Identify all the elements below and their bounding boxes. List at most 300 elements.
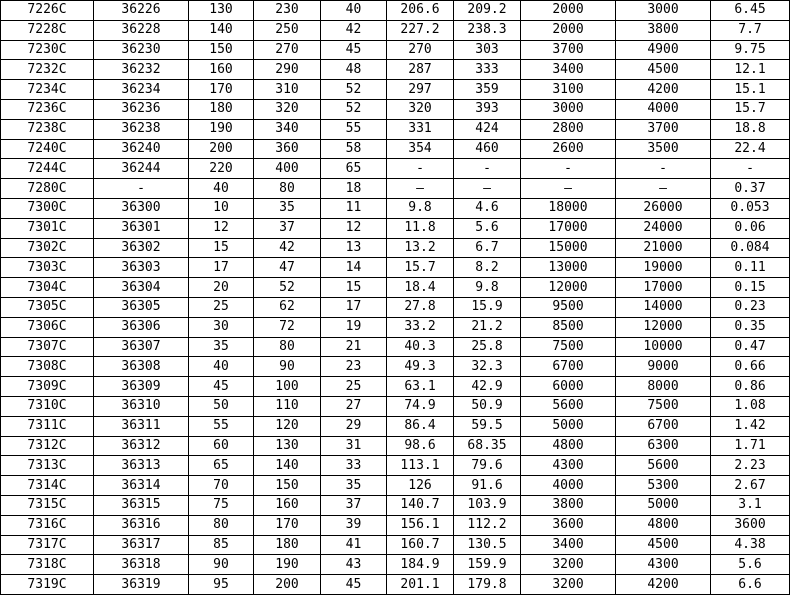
table-row	[1, 317, 790, 337]
old-model-cell: 36309	[94, 377, 189, 397]
outer-diameter-cell: 320	[254, 99, 321, 119]
old-model-cell: 36302	[94, 238, 189, 258]
model-cell: 7316C	[1, 515, 94, 535]
outer-diameter-cell: 180	[254, 535, 321, 555]
table-row	[1, 456, 790, 476]
oil-speed-cell: 3800	[616, 20, 711, 40]
static-load-cell: 159.9	[454, 555, 521, 575]
dynamic-load-cell: 140.7	[387, 495, 454, 515]
table-row	[1, 278, 790, 298]
static-load-cell: 8.2	[454, 258, 521, 278]
table-row	[1, 159, 790, 179]
table-body	[1, 1, 790, 595]
outer-diameter-cell: 62	[254, 297, 321, 317]
outer-diameter-cell: 200	[254, 575, 321, 595]
model-cell: 7240C	[1, 139, 94, 159]
outer-diameter-cell: 90	[254, 357, 321, 377]
model-cell: 7226C	[1, 1, 94, 21]
oil-speed-cell: 5300	[616, 476, 711, 496]
outer-diameter-cell: 72	[254, 317, 321, 337]
grease-speed-cell: 6700	[521, 357, 616, 377]
dynamic-load-cell: -	[387, 159, 454, 179]
model-cell: 7317C	[1, 535, 94, 555]
width-cell: 33	[321, 456, 387, 476]
oil-speed-cell: 26000	[616, 198, 711, 218]
static-load-cell: 179.8	[454, 575, 521, 595]
model-cell: 7232C	[1, 60, 94, 80]
table-row	[1, 357, 790, 377]
table-row	[1, 495, 790, 515]
static-load-cell: 9.8	[454, 278, 521, 298]
weight-cell: -	[711, 159, 790, 179]
grease-speed-cell: 3800	[521, 495, 616, 515]
width-cell: 40	[321, 1, 387, 21]
table-row	[1, 99, 790, 119]
weight-cell: 7.7	[711, 20, 790, 40]
grease-speed-cell: 3200	[521, 555, 616, 575]
old-model-cell: 36311	[94, 416, 189, 436]
outer-diameter-cell: 360	[254, 139, 321, 159]
table-row	[1, 218, 790, 238]
static-load-cell: 15.9	[454, 297, 521, 317]
weight-cell: 1.08	[711, 396, 790, 416]
width-cell: 37	[321, 495, 387, 515]
oil-speed-cell: 21000	[616, 238, 711, 258]
width-cell: 27	[321, 396, 387, 416]
bore-cell: 95	[189, 575, 254, 595]
table-row	[1, 40, 790, 60]
old-model-cell: 36236	[94, 99, 189, 119]
bore-cell: 190	[189, 119, 254, 139]
weight-cell: 4.38	[711, 535, 790, 555]
dynamic-load-cell: 354	[387, 139, 454, 159]
bore-cell: 130	[189, 1, 254, 21]
table-row	[1, 179, 790, 199]
width-cell: 42	[321, 20, 387, 40]
static-load-cell: 79.6	[454, 456, 521, 476]
width-cell: 17	[321, 297, 387, 317]
weight-cell: 0.23	[711, 297, 790, 317]
width-cell: 55	[321, 119, 387, 139]
bore-cell: 15	[189, 238, 254, 258]
oil-speed-cell: 5600	[616, 456, 711, 476]
old-model-cell: -	[94, 179, 189, 199]
bore-cell: 170	[189, 80, 254, 100]
oil-speed-cell: 4200	[616, 80, 711, 100]
dynamic-load-cell: 11.8	[387, 218, 454, 238]
width-cell: 18	[321, 179, 387, 199]
grease-speed-cell: 13000	[521, 258, 616, 278]
old-model-cell: 36234	[94, 80, 189, 100]
outer-diameter-cell: 160	[254, 495, 321, 515]
table-row	[1, 60, 790, 80]
model-cell: 7319C	[1, 575, 94, 595]
outer-diameter-cell: 290	[254, 60, 321, 80]
model-cell: 7305C	[1, 297, 94, 317]
outer-diameter-cell: 230	[254, 1, 321, 21]
old-model-cell: 36238	[94, 119, 189, 139]
old-model-cell: 36240	[94, 139, 189, 159]
weight-cell: 0.11	[711, 258, 790, 278]
grease-speed-cell: 3200	[521, 575, 616, 595]
dynamic-load-cell: 18.4	[387, 278, 454, 298]
width-cell: 65	[321, 159, 387, 179]
outer-diameter-cell: 42	[254, 238, 321, 258]
dynamic-load-cell: —	[387, 179, 454, 199]
old-model-cell: 36312	[94, 436, 189, 456]
grease-speed-cell: 18000	[521, 198, 616, 218]
table-row	[1, 139, 790, 159]
width-cell: 15	[321, 278, 387, 298]
old-model-cell: 36313	[94, 456, 189, 476]
grease-speed-cell: —	[521, 179, 616, 199]
old-model-cell: 36304	[94, 278, 189, 298]
static-load-cell: 21.2	[454, 317, 521, 337]
table-row	[1, 198, 790, 218]
weight-cell: 2.23	[711, 456, 790, 476]
old-model-cell: 36317	[94, 535, 189, 555]
model-cell: 7318C	[1, 555, 94, 575]
bore-cell: 12	[189, 218, 254, 238]
static-load-cell: 68.35	[454, 436, 521, 456]
width-cell: 45	[321, 40, 387, 60]
oil-speed-cell: 6300	[616, 436, 711, 456]
bore-cell: 70	[189, 476, 254, 496]
grease-speed-cell: 3600	[521, 515, 616, 535]
weight-cell: 2.67	[711, 476, 790, 496]
width-cell: 41	[321, 535, 387, 555]
grease-speed-cell: 3000	[521, 99, 616, 119]
bore-cell: 35	[189, 337, 254, 357]
dynamic-load-cell: 13.2	[387, 238, 454, 258]
width-cell: 23	[321, 357, 387, 377]
weight-cell: 0.084	[711, 238, 790, 258]
outer-diameter-cell: 270	[254, 40, 321, 60]
bore-cell: 75	[189, 495, 254, 515]
oil-speed-cell: 7500	[616, 396, 711, 416]
bore-cell: 140	[189, 20, 254, 40]
dynamic-load-cell: 184.9	[387, 555, 454, 575]
table-row	[1, 535, 790, 555]
width-cell: 58	[321, 139, 387, 159]
old-model-cell: 36319	[94, 575, 189, 595]
model-cell: 7313C	[1, 456, 94, 476]
old-model-cell: 36230	[94, 40, 189, 60]
oil-speed-cell: 17000	[616, 278, 711, 298]
model-cell: 7301C	[1, 218, 94, 238]
outer-diameter-cell: 340	[254, 119, 321, 139]
static-load-cell: 130.5	[454, 535, 521, 555]
width-cell: 11	[321, 198, 387, 218]
grease-speed-cell: 9500	[521, 297, 616, 317]
width-cell: 31	[321, 436, 387, 456]
weight-cell: 3.1	[711, 495, 790, 515]
weight-cell: 18.8	[711, 119, 790, 139]
old-model-cell: 36316	[94, 515, 189, 535]
table-row	[1, 258, 790, 278]
static-load-cell: 25.8	[454, 337, 521, 357]
table-row	[1, 555, 790, 575]
width-cell: 21	[321, 337, 387, 357]
old-model-cell: 36308	[94, 357, 189, 377]
old-model-cell: 36314	[94, 476, 189, 496]
outer-diameter-cell: 250	[254, 20, 321, 40]
static-load-cell: 6.7	[454, 238, 521, 258]
weight-cell: 0.06	[711, 218, 790, 238]
dynamic-load-cell: 63.1	[387, 377, 454, 397]
old-model-cell: 36244	[94, 159, 189, 179]
grease-speed-cell: 5000	[521, 416, 616, 436]
table-row	[1, 436, 790, 456]
oil-speed-cell: 12000	[616, 317, 711, 337]
old-model-cell: 36303	[94, 258, 189, 278]
oil-speed-cell: 3000	[616, 1, 711, 21]
dynamic-load-cell: 15.7	[387, 258, 454, 278]
outer-diameter-cell: 190	[254, 555, 321, 575]
dynamic-load-cell: 227.2	[387, 20, 454, 40]
dynamic-load-cell: 49.3	[387, 357, 454, 377]
width-cell: 52	[321, 80, 387, 100]
dynamic-load-cell: 270	[387, 40, 454, 60]
static-load-cell: 460	[454, 139, 521, 159]
old-model-cell: 36226	[94, 1, 189, 21]
model-cell: 7244C	[1, 159, 94, 179]
weight-cell: 0.15	[711, 278, 790, 298]
weight-cell: 0.66	[711, 357, 790, 377]
dynamic-load-cell: 156.1	[387, 515, 454, 535]
bore-cell: 90	[189, 555, 254, 575]
old-model-cell: 36315	[94, 495, 189, 515]
static-load-cell: 209.2	[454, 1, 521, 21]
outer-diameter-cell: 150	[254, 476, 321, 496]
weight-cell: 0.86	[711, 377, 790, 397]
table-row	[1, 119, 790, 139]
oil-speed-cell: 10000	[616, 337, 711, 357]
oil-speed-cell: 4500	[616, 535, 711, 555]
outer-diameter-cell: 52	[254, 278, 321, 298]
grease-speed-cell: 3100	[521, 80, 616, 100]
oil-speed-cell: 6700	[616, 416, 711, 436]
table-row	[1, 238, 790, 258]
weight-cell: 9.75	[711, 40, 790, 60]
oil-speed-cell: 5000	[616, 495, 711, 515]
static-load-cell: 59.5	[454, 416, 521, 436]
model-cell: 7300C	[1, 198, 94, 218]
outer-diameter-cell: 110	[254, 396, 321, 416]
old-model-cell: 36306	[94, 317, 189, 337]
grease-speed-cell: 3400	[521, 60, 616, 80]
old-model-cell: 36305	[94, 297, 189, 317]
weight-cell: 3600	[711, 515, 790, 535]
old-model-cell: 36232	[94, 60, 189, 80]
dynamic-load-cell: 206.6	[387, 1, 454, 21]
table-row	[1, 80, 790, 100]
outer-diameter-cell: 80	[254, 337, 321, 357]
weight-cell: 15.7	[711, 99, 790, 119]
bore-cell: 40	[189, 357, 254, 377]
old-model-cell: 36300	[94, 198, 189, 218]
old-model-cell: 36318	[94, 555, 189, 575]
model-cell: 7302C	[1, 238, 94, 258]
grease-speed-cell: 4800	[521, 436, 616, 456]
bore-cell: 160	[189, 60, 254, 80]
bore-cell: 55	[189, 416, 254, 436]
outer-diameter-cell: 400	[254, 159, 321, 179]
dynamic-load-cell: 9.8	[387, 198, 454, 218]
oil-speed-cell: 4800	[616, 515, 711, 535]
bore-cell: 45	[189, 377, 254, 397]
model-cell: 7306C	[1, 317, 94, 337]
outer-diameter-cell: 80	[254, 179, 321, 199]
width-cell: 19	[321, 317, 387, 337]
table-row	[1, 20, 790, 40]
model-cell: 7315C	[1, 495, 94, 515]
outer-diameter-cell: 310	[254, 80, 321, 100]
old-model-cell: 36301	[94, 218, 189, 238]
table-row	[1, 337, 790, 357]
model-cell: 7311C	[1, 416, 94, 436]
static-load-cell: 5.6	[454, 218, 521, 238]
static-load-cell: 393	[454, 99, 521, 119]
model-cell: 7308C	[1, 357, 94, 377]
model-cell: 7234C	[1, 80, 94, 100]
old-model-cell: 36228	[94, 20, 189, 40]
outer-diameter-cell: 170	[254, 515, 321, 535]
width-cell: 29	[321, 416, 387, 436]
table-row	[1, 377, 790, 397]
bore-cell: 85	[189, 535, 254, 555]
static-load-cell: 103.9	[454, 495, 521, 515]
width-cell: 12	[321, 218, 387, 238]
bore-cell: 180	[189, 99, 254, 119]
model-cell: 7307C	[1, 337, 94, 357]
model-cell: 7314C	[1, 476, 94, 496]
old-model-cell: 36310	[94, 396, 189, 416]
bore-cell: 220	[189, 159, 254, 179]
dynamic-load-cell: 126	[387, 476, 454, 496]
dynamic-load-cell: 33.2	[387, 317, 454, 337]
oil-speed-cell: -	[616, 159, 711, 179]
oil-speed-cell: 4300	[616, 555, 711, 575]
oil-speed-cell: 3700	[616, 119, 711, 139]
static-load-cell: 42.9	[454, 377, 521, 397]
grease-speed-cell: 6000	[521, 377, 616, 397]
width-cell: 52	[321, 99, 387, 119]
model-cell: 7280C	[1, 179, 94, 199]
static-load-cell: -	[454, 159, 521, 179]
bore-cell: 20	[189, 278, 254, 298]
weight-cell: 0.47	[711, 337, 790, 357]
bore-cell: 17	[189, 258, 254, 278]
grease-speed-cell: 17000	[521, 218, 616, 238]
model-cell: 7238C	[1, 119, 94, 139]
outer-diameter-cell: 37	[254, 218, 321, 238]
oil-speed-cell: 8000	[616, 377, 711, 397]
width-cell: 25	[321, 377, 387, 397]
bore-cell: 80	[189, 515, 254, 535]
oil-speed-cell: 24000	[616, 218, 711, 238]
table-row	[1, 575, 790, 595]
grease-speed-cell: 5600	[521, 396, 616, 416]
weight-cell: 15.1	[711, 80, 790, 100]
static-load-cell: 50.9	[454, 396, 521, 416]
dynamic-load-cell: 113.1	[387, 456, 454, 476]
grease-speed-cell: 2000	[521, 20, 616, 40]
weight-cell: 0.37	[711, 179, 790, 199]
outer-diameter-cell: 130	[254, 436, 321, 456]
bore-cell: 65	[189, 456, 254, 476]
model-cell: 7236C	[1, 99, 94, 119]
oil-speed-cell: 19000	[616, 258, 711, 278]
grease-speed-cell: 4300	[521, 456, 616, 476]
dynamic-load-cell: 27.8	[387, 297, 454, 317]
weight-cell: 0.053	[711, 198, 790, 218]
oil-speed-cell: 3500	[616, 139, 711, 159]
dynamic-load-cell: 98.6	[387, 436, 454, 456]
weight-cell: 5.6	[711, 555, 790, 575]
static-load-cell: 238.3	[454, 20, 521, 40]
grease-speed-cell: 3400	[521, 535, 616, 555]
static-load-cell: 32.3	[454, 357, 521, 377]
table-row	[1, 416, 790, 436]
dynamic-load-cell: 320	[387, 99, 454, 119]
dynamic-load-cell: 201.1	[387, 575, 454, 595]
width-cell: 13	[321, 238, 387, 258]
dynamic-load-cell: 297	[387, 80, 454, 100]
table-row	[1, 297, 790, 317]
dynamic-load-cell: 331	[387, 119, 454, 139]
bore-cell: 50	[189, 396, 254, 416]
width-cell: 43	[321, 555, 387, 575]
oil-speed-cell: 4900	[616, 40, 711, 60]
oil-speed-cell: 9000	[616, 357, 711, 377]
static-load-cell: 359	[454, 80, 521, 100]
static-load-cell: 303	[454, 40, 521, 60]
grease-speed-cell: 2000	[521, 1, 616, 21]
dynamic-load-cell: 74.9	[387, 396, 454, 416]
oil-speed-cell: 4200	[616, 575, 711, 595]
table-row	[1, 396, 790, 416]
model-cell: 7312C	[1, 436, 94, 456]
weight-cell: 1.71	[711, 436, 790, 456]
outer-diameter-cell: 47	[254, 258, 321, 278]
weight-cell: 6.6	[711, 575, 790, 595]
table-row	[1, 515, 790, 535]
width-cell: 39	[321, 515, 387, 535]
oil-speed-cell: —	[616, 179, 711, 199]
grease-speed-cell: 15000	[521, 238, 616, 258]
width-cell: 14	[321, 258, 387, 278]
static-load-cell: 4.6	[454, 198, 521, 218]
table-row	[1, 1, 790, 21]
bore-cell: 30	[189, 317, 254, 337]
outer-diameter-cell: 120	[254, 416, 321, 436]
weight-cell: 0.35	[711, 317, 790, 337]
model-cell: 7309C	[1, 377, 94, 397]
model-cell: 7228C	[1, 20, 94, 40]
old-model-cell: 36307	[94, 337, 189, 357]
model-cell: 7303C	[1, 258, 94, 278]
bore-cell: 40	[189, 179, 254, 199]
grease-speed-cell: 8500	[521, 317, 616, 337]
grease-speed-cell: 7500	[521, 337, 616, 357]
static-load-cell: 112.2	[454, 515, 521, 535]
oil-speed-cell: 4500	[616, 60, 711, 80]
bore-cell: 150	[189, 40, 254, 60]
dynamic-load-cell: 160.7	[387, 535, 454, 555]
dynamic-load-cell: 287	[387, 60, 454, 80]
oil-speed-cell: 14000	[616, 297, 711, 317]
